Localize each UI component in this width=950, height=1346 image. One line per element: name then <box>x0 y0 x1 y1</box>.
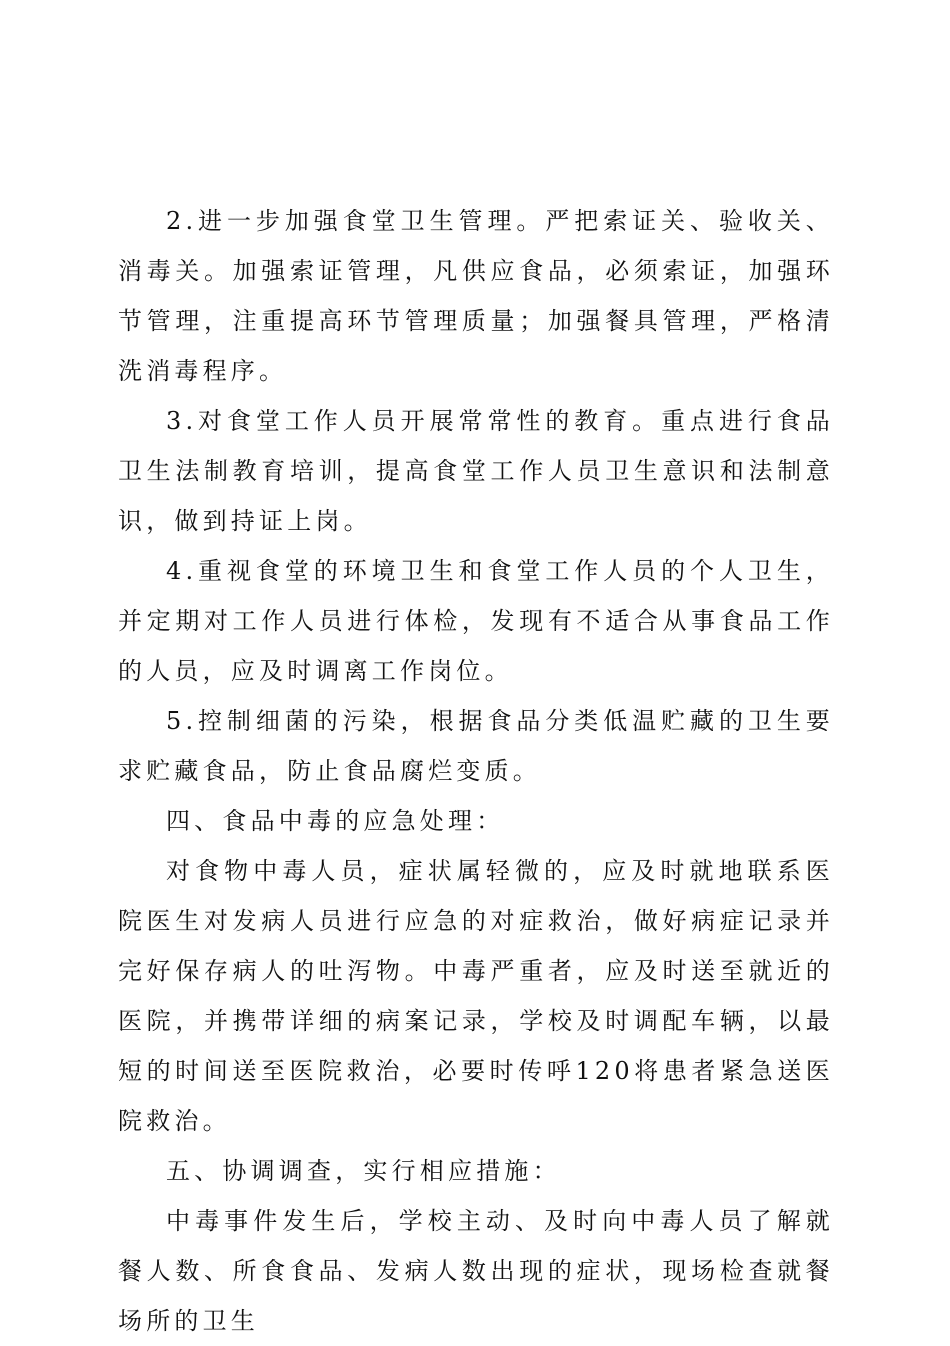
paragraph-item-3: 3.对食堂工作人员开展常常性的教育。重点进行食品卫生法制教育培训，提高食堂工作人员卫生意识和法制意识，做到持证上岗。 <box>118 407 834 535</box>
section-heading-investigation: 五、协调调查，实行相应措施： <box>166 1157 561 1185</box>
section-heading-emergency: 四、食品中毒的应急处理： <box>166 807 505 835</box>
document-body <box>118 196 834 1346</box>
paragraph-item-2: 2.进一步加强食堂卫生管理。严把索证关、验收关、消毒关。加强索证管理，凡供应食品，必须索证，加强环节管理，注重提高环节管理质量；加强餐具管理，严格清洗消毒程序。 <box>118 207 834 385</box>
paragraph-emergency-treatment: 对食物中毒人员，症状属轻微的，应及时就地联系医院医生对发病人员进行应急的对症救治，做好病症记录并完好保存病人的吐泻物。中毒严重者，应及时送至就近的医院，并携带详细的病案记录，学校及时调配车辆，以最短的时间送至医院救治，必要时传呼120将患者紧急送医院救治。 <box>118 857 834 1135</box>
paragraph-investigation: 中毒事件发生后，学校主动、及时向中毒人员了解就餐人数、所食食品、发病人数出现的症状，现场检查就餐场所的卫生 <box>118 1207 834 1335</box>
paragraph-item-4: 4.重视食堂的环境卫生和食堂工作人员的个人卫生，并定期对工作人员进行体检，发现有不适合从事食品工作的人员，应及时调离工作岗位。 <box>118 557 834 685</box>
paragraph-item-5: 5.控制细菌的污染，根据食品分类低温贮藏的卫生要求贮藏食品，防止食品腐烂变质。 <box>118 707 834 785</box>
